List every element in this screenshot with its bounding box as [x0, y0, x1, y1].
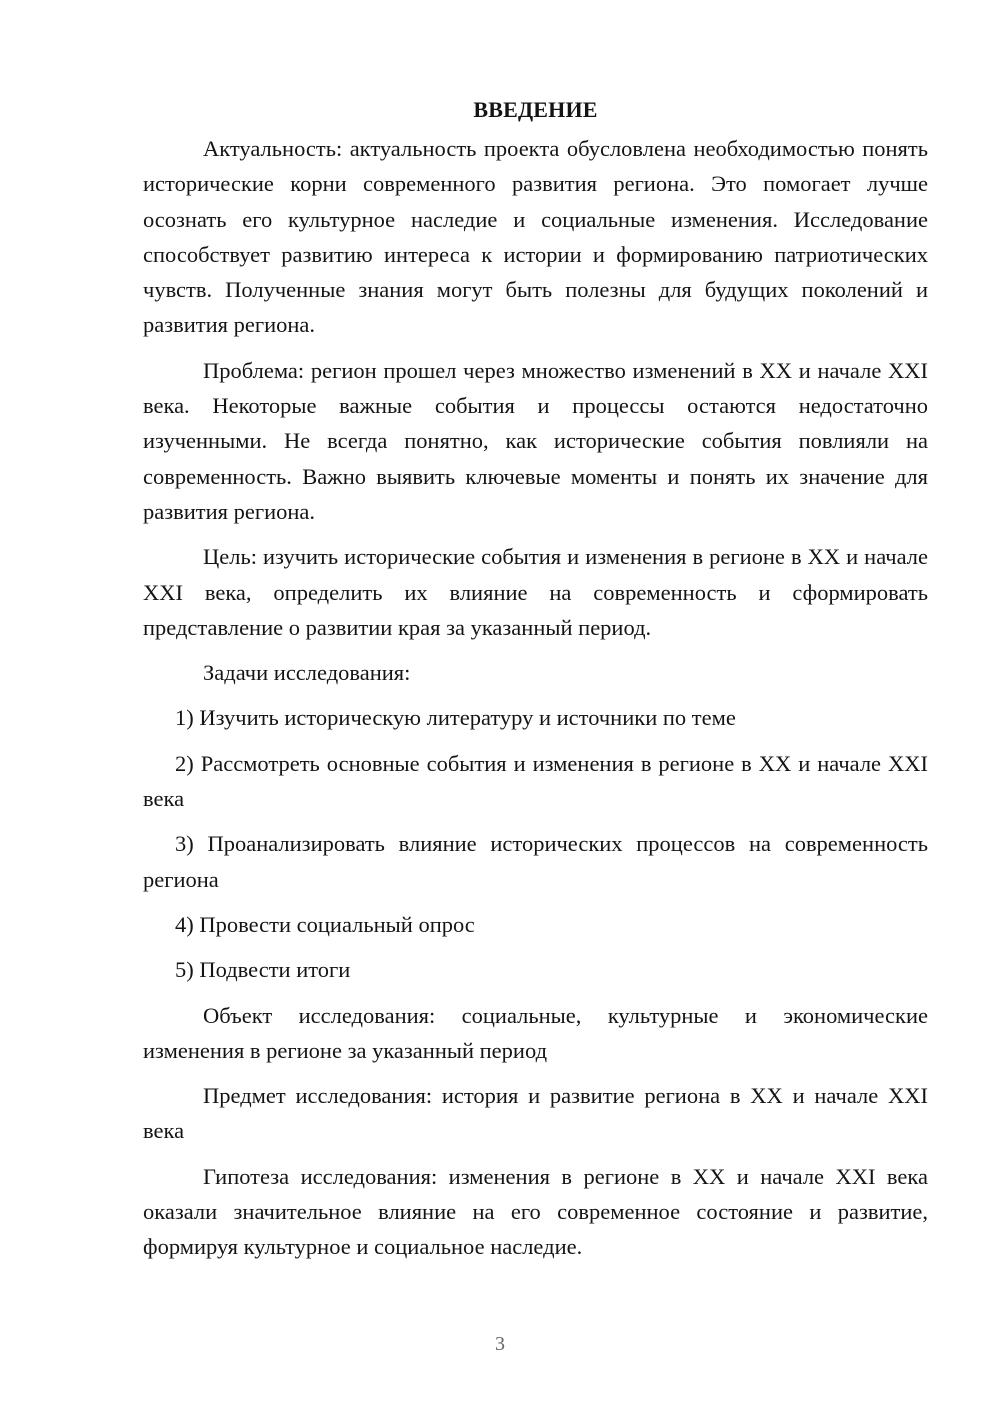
page-title: ВВЕДЕНИЕ	[473, 97, 598, 122]
task-item-5: 5) Подвести итоги	[175, 957, 351, 983]
paragraph-gap	[143, 1068, 928, 1078]
paragraph-goal: Цель: изучить исторические события и изменения в регионе в XX и начале XXI века, определить их влияние на современность и сформировать представление о развитии края за указанный период.	[143, 544, 928, 640]
paragraph-gap	[143, 988, 928, 998]
paragraph-gap	[143, 1149, 928, 1159]
paragraph-gap	[143, 690, 928, 700]
paragraph-relevance: Актуальность: актуальность проекта обусловлена необходимостью понять исторические корни современного развития региона. Это помогает лучше осознать его культурное наследие и социальные изменения. Исследование способствует развитию интереса к истории и формированию патриотических чувств. Полученные знания могут быть полезны для будущих поколений и развития региона.	[143, 136, 928, 338]
paragraph-gap	[143, 343, 928, 353]
task-item-1: 1) Изучить историческую литературу и источники по теме	[175, 705, 736, 731]
paragraph-gap	[143, 529, 928, 539]
paragraph-gap	[143, 942, 928, 952]
tasks-heading: Задачи исследования:	[203, 660, 411, 686]
task-item-2: 2) Рассмотреть основные события и изменения в регионе в XX и начале XXI века	[143, 750, 928, 812]
paragraph-gap	[143, 645, 928, 655]
paragraph-subject: Предмет исследования: история и развитие региона в XX и начале XXI века	[143, 1083, 928, 1144]
page-number: 3	[495, 1333, 505, 1355]
paragraph-gap	[143, 736, 928, 746]
paragraph-object: Объект исследования: социальные, культурные и экономические изменения в регионе за указанный период	[143, 1002, 928, 1063]
paragraph-problem: Проблема: регион прошел через множество изменений в XX и начале XXI века. Некоторые важные события и процессы остаются недостаточно изученными. Не всегда понятно, как исторические события повлияли на современность. Важно выявить ключевые моменты и понять их значение для развития региона.	[143, 357, 928, 524]
paragraph-gap	[143, 816, 928, 826]
paragraph-gap	[143, 897, 928, 907]
document-page	[143, 92, 928, 1265]
paragraph-hypothesis: Гипотеза исследования: изменения в регионе в XX и начале XXI века оказали значительное влияние на его современное состояние и развитие, формируя культурное и социальное наследие.	[143, 1163, 928, 1260]
task-item-3: 3) Проанализировать влияние исторических процессов на современность региона	[143, 831, 928, 892]
task-item-4: 4) Провести социальный опрос	[175, 911, 475, 937]
